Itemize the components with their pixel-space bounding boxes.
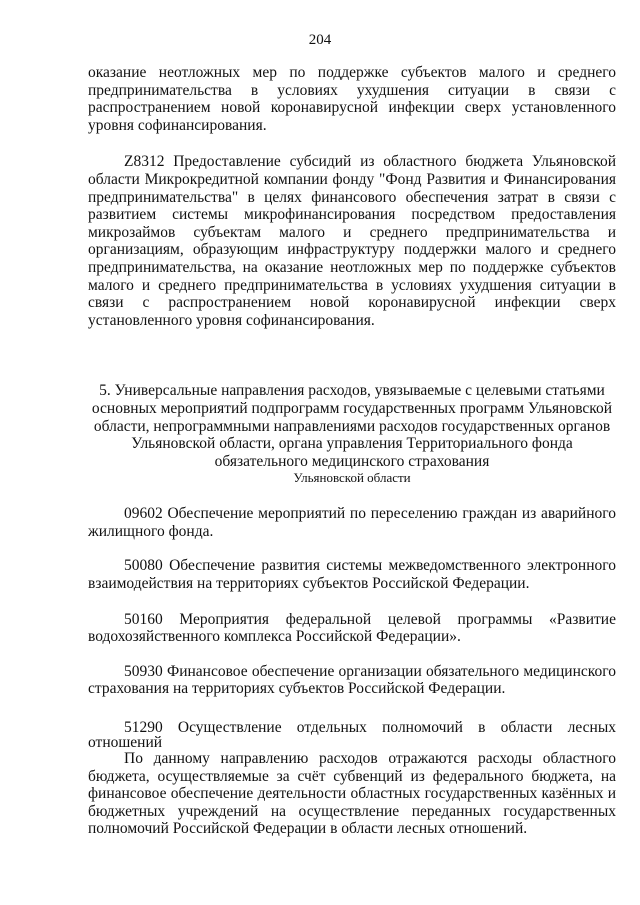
item-09602: 09602 Обеспечение мероприятий по переселению граждан из аварийного жилищного фонда. xyxy=(88,505,616,540)
page-number: 204 xyxy=(308,32,332,48)
item-50080: 50080 Обеспечение развития системы межведомственного электронного взаимодействия на территориях субъектов Российской Федерации. xyxy=(88,557,616,593)
item-50160: 50160 Мероприятия федеральной целевой программы «Развитие водохозяйственного комплекса Российской Федерации». xyxy=(88,610,616,646)
item-50930: 50930 Финансовое обеспечение организации обязательного медицинского страхования на территориях субъектов Российской Федерации. xyxy=(88,662,616,698)
section-heading xyxy=(88,382,616,486)
document-body xyxy=(88,64,616,838)
paragraph-continuation: оказание неотложных мер по поддержке субъектов малого и среднего предпринимательства в условиях ухудшения ситуации в связи с распространением новой коронавирусной инфекции сверх установленного уровня софинансирования. xyxy=(88,64,616,134)
item-51290: 51290 Осуществление отдельных полномочий в области лесных отношений xyxy=(88,719,616,752)
section-title-tail: Ульяновской области xyxy=(293,470,411,486)
paragraph-z8312: Z8312 Предоставление субсидий из областного бюджета Ульяновской области Микрокредитной компании фонду "Фонд Развития и Финансирования предпринимательства" в целях финансового обеспечения затрат в связи с развитием системы микрофинансирования посредством предоставления микрозаймов субъектам малого и среднего предпринимательства и организациям, образующим инфраструктуру поддержки малого и среднего предпринимательства, на оказание неотложных мер по поддержке субъектов малого и среднего предпринимательства в условиях ухудшения ситуации в связи с распространением новой коронавирусной инфекции сверх установленного уровня софинансирования. xyxy=(88,153,616,329)
section-title: 5. Универсальные направления расходов, увязываемые с целевыми статьями основных мероприятий подпрограмм государственных программ Ульяновской области, непрограммными направлениями расходов государственных органов Ульяновской области, органа управления Территориального фонда обязательного медицинского страхования xyxy=(91,382,613,470)
item-51290-description: По данному направлению расходов отражаются расходы областного бюджета, осуществляемые за счёт субвенций из федерального бюджета, на финансовое обеспечение деятельности областных государственных казённых и бюджетных учреждений на осуществление переданных государственных полномочий Российской Федерации в области лесных отношений. xyxy=(88,750,616,838)
